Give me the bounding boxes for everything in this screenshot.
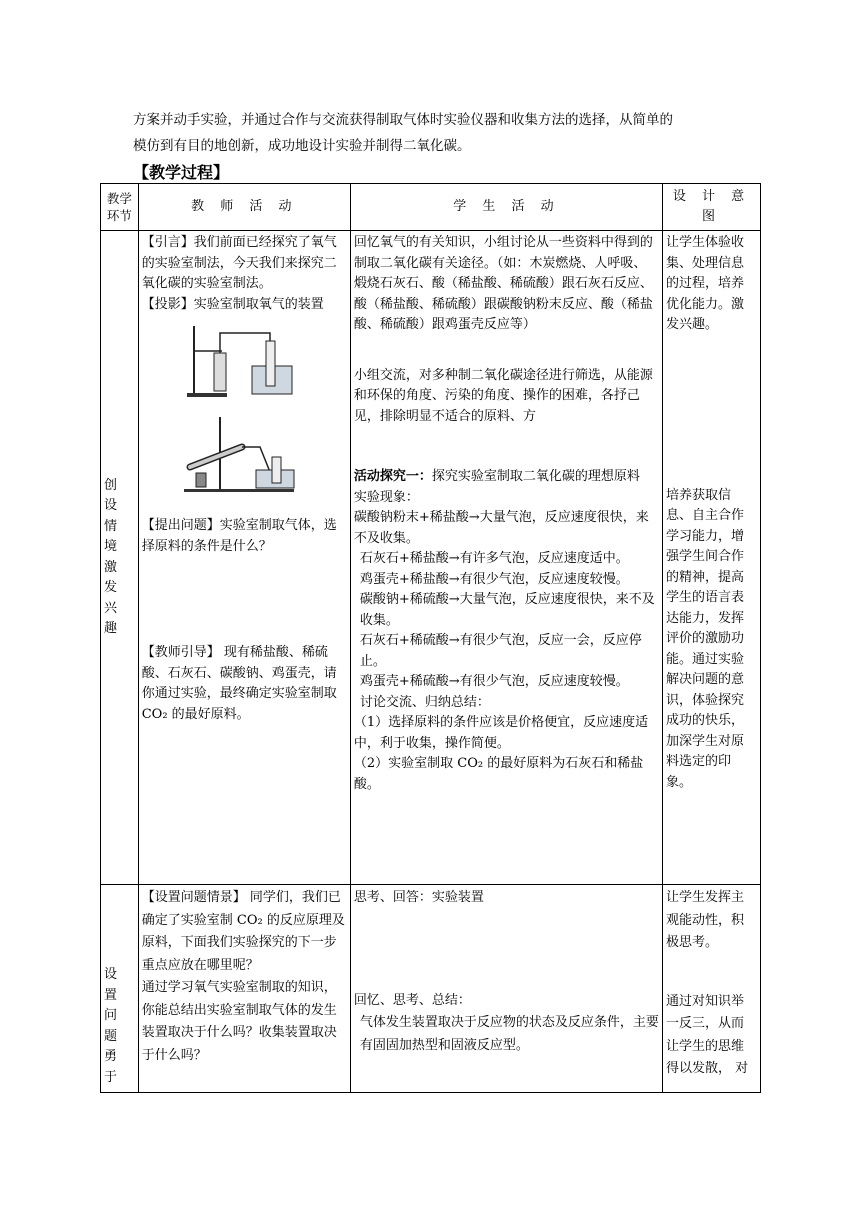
phenomena-label: 实验现象： bbox=[353, 489, 419, 505]
student-answer: 回忆、思考、总结： bbox=[353, 992, 471, 1008]
stage-text: 设 置 bbox=[104, 967, 122, 1003]
student-answer: 思考、回答：实验装置 bbox=[353, 890, 484, 905]
discussion-label: 讨论交流、归纳总结： bbox=[359, 694, 490, 710]
student-answer: 气体发生装置取决于反应物的状态及反应条件，主要有固固加热型和固液反应型。 bbox=[359, 1015, 659, 1053]
activity-text: 探究实验室制取二氧化碳的理想原料 bbox=[431, 469, 640, 484]
observation: 石灰石+稀盐酸→有许多气泡，反应速度适中。 bbox=[359, 551, 629, 566]
oxygen-apparatus-figure-2 bbox=[182, 415, 297, 495]
section-heading: 【教学过程】 bbox=[133, 163, 230, 182]
observation: 石灰石+稀硫酸→有很少气泡，反应一会，反应停止。 bbox=[359, 633, 642, 669]
observation: 碳酸钠粉末+稀盐酸→大量气泡，反应速度很快，来不及收集。 bbox=[353, 510, 649, 546]
stage-text: 问 题 bbox=[104, 1008, 122, 1044]
table-row bbox=[101, 231, 761, 885]
teacher-intro: 【引言】我们前面已经探究了氧气的实验室制法，今天我们来探究二氧化碳的实验室制法。 bbox=[141, 235, 337, 291]
teacher-projection: 【投影】实验室制取氧气的装置 bbox=[141, 296, 324, 312]
header-stage: 教学环节 bbox=[101, 184, 139, 231]
observation: 鸡蛋壳+稀盐酸→有很少气泡，反应速度较慢。 bbox=[359, 571, 629, 587]
student-activity-cell bbox=[350, 231, 662, 885]
teacher-question: 通过学习氧气实验室制取的知识，你能总结出实验室制取气体的发生装置取决于什么吗？收集装置取决于什么吗？ bbox=[141, 980, 337, 1063]
observation: 鸡蛋壳+稀硫酸→有很少气泡，反应速度较慢。 bbox=[359, 674, 629, 689]
table-row bbox=[101, 885, 761, 1093]
conclusion: （2）实验室制取 CO₂ 的最好原料为石灰石和稀盐酸。 bbox=[353, 756, 644, 792]
oxygen-apparatus-figure-1 bbox=[182, 321, 297, 401]
header-teacher: 教 师 活 动 bbox=[138, 184, 350, 231]
header-design: 设 计 意 图 bbox=[663, 184, 761, 231]
student-recall: 回忆氧气的有关知识，小组讨论从一些资料中得到的制取二氧化碳有关途径。（如：木炭燃烧、人呼吸、煅烧石灰石、酸（稀盐酸、稀硫酸）跟石灰石反应、酸（稀盐酸、稀硫酸）跟碳酸钠粉末反应、酸（稀盐酸、稀硫酸）跟鸡蛋壳反应等） bbox=[353, 235, 653, 332]
design-intent: 培养获取信息、自主合作学习能力，增强学生间合作的精神，提高学生的语言表达能力，发挥评价的激励功能。通过实验解决问题的意识，体验探究成功的快乐，加深学生对原料选定的印象。 bbox=[666, 487, 745, 790]
intro-paragraph bbox=[133, 107, 753, 159]
stage-text: 情 境 bbox=[104, 518, 122, 554]
stage-cell bbox=[101, 231, 139, 885]
table-header-row bbox=[101, 184, 761, 231]
stage-text: 兴 趣 bbox=[104, 600, 122, 636]
student-activity-cell bbox=[350, 885, 662, 1093]
design-intent: 让学生体验收集、处理信息的过程，培养优化能力。激发兴趣。 bbox=[666, 235, 745, 332]
teaching-process-table bbox=[100, 183, 761, 1093]
stage-text: 激 发 bbox=[104, 559, 122, 595]
design-intent: 让学生发挥主观能动性，积极思考。 bbox=[666, 890, 745, 950]
design-intent-cell bbox=[663, 231, 761, 885]
teacher-guide: 【教师引导】 现有稀盐酸、稀硫酸、石灰石、碳酸钠、鸡蛋壳，请你通过实验，最终确定实验室制取 CO₂ 的最好原料。 bbox=[141, 645, 337, 722]
student-exchange: 小组交流，对多种制二氧化碳途径进行筛选，从能源和环保的角度、污染的角度、操作的困难，各抒己见，排除明显不适合的原料、方 bbox=[353, 367, 653, 424]
teacher-scenario: 【设置问题情景】 同学们，我们已确定了实验室制 CO₂ 的反应原理及原料，下面我们实验探究的下一步重点应放在哪里呢？ bbox=[141, 890, 345, 973]
conclusion: （1）选择原料的条件应该是价格便宜，反应速度适中，利于收集，操作简便。 bbox=[353, 715, 649, 751]
intro-line: 模仿到有目的地创新，成功地设计实验并制得二氧化碳。 bbox=[133, 138, 471, 154]
stage-cell bbox=[101, 885, 139, 1093]
stage-text: 创 设 bbox=[104, 477, 122, 513]
observation: 碳酸钠+稀硫酸→大量气泡，反应速度很快，来不及收集。 bbox=[359, 592, 655, 628]
header-student: 学 生 活 动 bbox=[350, 184, 662, 231]
teacher-question: 【提出问题】实验室制取气体，选择原料的条件是什么？ bbox=[141, 518, 337, 554]
design-intent: 通过对知识举一反三，从而让学生的思维得以发散， 对 bbox=[666, 993, 749, 1076]
design-intent-cell bbox=[663, 885, 761, 1093]
activity-paragraph bbox=[354, 467, 659, 488]
teacher-activity-cell bbox=[138, 885, 350, 1093]
stage-text: 勇 于 bbox=[104, 1049, 122, 1085]
activity-title: 活动探究一： bbox=[353, 469, 432, 484]
teacher-activity-cell bbox=[138, 231, 350, 885]
intro-line: 方案并动手实验，并通过合作与交流获得制取气体时实验仪器和收集方法的选择，从简单的 bbox=[133, 112, 673, 128]
